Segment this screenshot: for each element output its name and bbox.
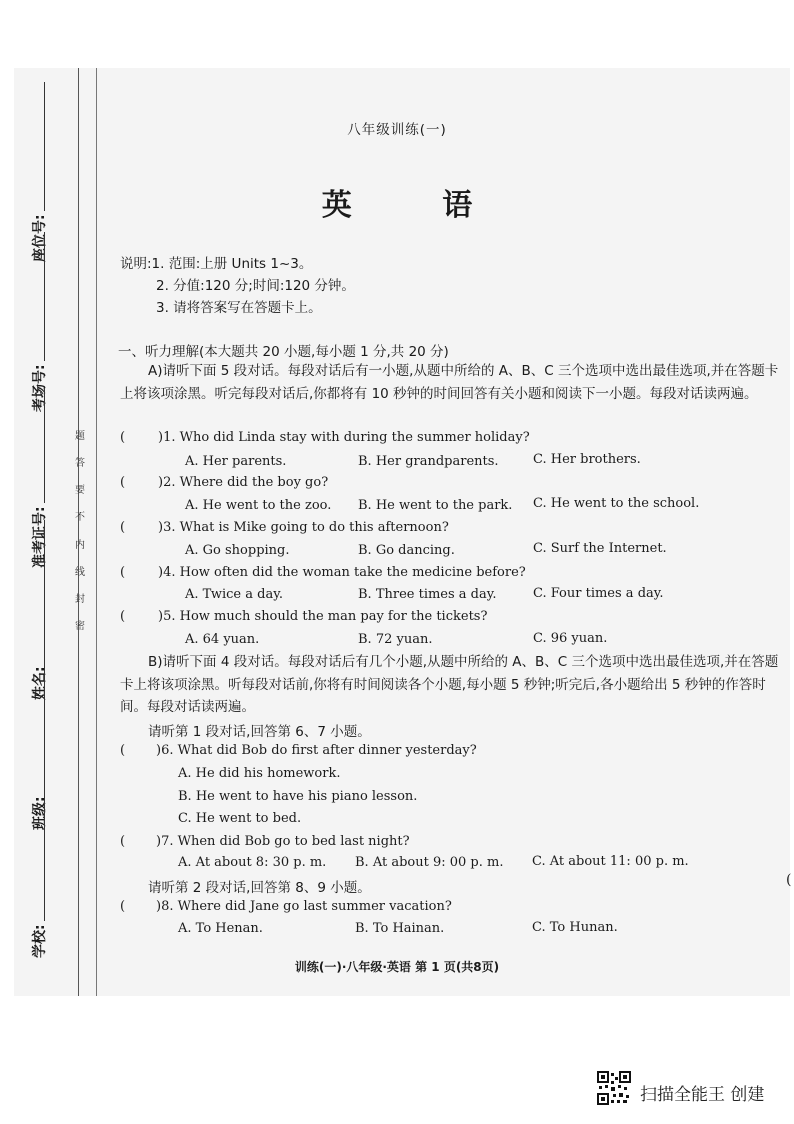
option-b: B. To Hainan. <box>355 921 445 936</box>
answer-paren: ( <box>120 520 126 535</box>
answer-paren: ( <box>120 565 126 580</box>
option-c: C. Her brothers. <box>533 452 641 467</box>
room-label: 考场号: <box>32 364 48 412</box>
exam-no-label: 准考证号: <box>32 506 48 568</box>
option-c: C. Surf the Internet. <box>533 541 667 556</box>
option-c: C. To Hunan. <box>532 920 618 935</box>
school-line <box>33 778 45 921</box>
option-c: C. He went to the school. <box>533 496 700 511</box>
seal-char: 题 <box>75 431 85 442</box>
seal-char: 封 <box>75 593 85 605</box>
question-stem: )7. When did Bob go to bed last night? <box>156 834 410 849</box>
option-b: B. Her grandparents. <box>358 454 499 469</box>
school-label: 学校: <box>32 924 48 958</box>
option-a: A. Her parents. <box>185 454 287 469</box>
seal-char: 不 <box>75 512 85 524</box>
option-c: C. He went to bed. <box>178 811 302 826</box>
part-a-text: A)请听下面 5 段对话。每段对话后有一小题,从题中所给的 A、B、C 三个选项中选出最佳选项,并在答题卡上将该项涂黑。听完每段对话后,你都将有 10 秒钟的时间回答有关小题和阅读下一小题。每段对话读两遍。 <box>120 363 779 402</box>
class-line <box>33 650 45 793</box>
note-2: 2. 分值:120 分;时间:120 分钟。 <box>156 278 355 294</box>
part-a-instructions <box>120 360 780 405</box>
scanner-watermark: 扫描全能王 创建 <box>640 1085 765 1105</box>
question-stem: )4. How often did the woman take the medicine before? <box>158 565 526 580</box>
seal-line-warning <box>72 432 88 632</box>
option-a: A. At about 8: 30 p. m. <box>178 855 327 870</box>
option-b: B. At about 9: 00 p. m. <box>355 855 504 870</box>
dialog-2-prompt: 请听第 2 段对话,回答第 8、9 小题。 <box>148 880 371 896</box>
seat-label: 座位号: <box>32 214 48 262</box>
option-b: B. Three times a day. <box>358 587 497 602</box>
section-heading: 一、听力理解(本大题共 20 小题,每小题 1 分,共 20 分) <box>118 344 449 360</box>
seal-char: 答 <box>75 458 85 470</box>
question-stem: )6. What did Bob do first after dinner yesterday? <box>156 743 477 758</box>
option-b: B. He went to the park. <box>358 498 513 513</box>
option-c: C. Four times a day. <box>533 586 664 601</box>
answer-paren: ( <box>120 834 126 849</box>
page-footer: 训练(一)·八年级·英语 第 1 页(共8页) <box>294 960 500 974</box>
question-stem: )8. Where did Jane go last summer vacation? <box>156 899 452 914</box>
question-stem: )1. Who did Linda stay with during the summer holiday? <box>158 430 530 445</box>
qr-code-icon <box>597 1071 631 1105</box>
seal-char: 密 <box>75 620 85 632</box>
question-stem: )5. How much should the man pay for the tickets? <box>158 609 488 624</box>
option-a: A. 64 yuan. <box>185 632 260 647</box>
exam-title: 八年级训练(一) <box>347 122 447 138</box>
question-stem: )2. Where did the boy go? <box>158 475 329 490</box>
exam-no-line <box>33 388 45 503</box>
answer-paren: ( <box>120 899 126 914</box>
exam-room-field <box>28 232 50 412</box>
answer-paren: ( <box>120 430 126 445</box>
seal-char: 要 <box>75 485 85 497</box>
option-c: C. 96 yuan. <box>533 631 608 646</box>
dialog-1-prompt: 请听第 1 段对话,回答第 6、7 小题。 <box>148 724 371 740</box>
seal-char: 内 <box>75 539 85 551</box>
name-label: 姓名: <box>32 666 48 700</box>
note-3: 3. 请将答案写在答题卡上。 <box>156 300 322 316</box>
name-line <box>33 520 45 663</box>
subject-title: 英 语 <box>321 188 513 223</box>
school-field <box>28 778 50 958</box>
option-a: A. Go shopping. <box>185 543 290 558</box>
option-a: A. Twice a day. <box>185 587 283 602</box>
option-a: A. To Henan. <box>178 921 263 936</box>
option-b: B. 72 yuan. <box>358 632 433 647</box>
question-stem: )3. What is Mike going to do this afternoon? <box>158 520 449 535</box>
part-b-text: B)请听下面 4 段对话。每段对话后有几个小题,从题中所给的 A、B、C 三个选项中选出最佳选项,并在答题卡上将该项涂黑。听每段对话前,你将有时间阅读各个小题,每小题 5 秒钟;听完后,各小题给出 5 秒钟的作答时间。每段对话读两遍。 <box>120 654 779 715</box>
option-c: C. At about 11: 00 p. m. <box>532 854 689 869</box>
option-b: B. Go dancing. <box>358 543 455 558</box>
class-label: 班级: <box>32 796 48 830</box>
answer-paren: ( <box>120 475 126 490</box>
option-a: A. He did his homework. <box>178 766 341 781</box>
cut-off-paren: ( <box>786 872 792 888</box>
note-1: 说明:1. 范围:上册 Units 1~3。 <box>120 256 313 272</box>
room-line <box>33 232 45 361</box>
part-b-instructions <box>120 651 780 719</box>
answer-paren: ( <box>120 609 126 624</box>
option-a: A. He went to the zoo. <box>185 498 332 513</box>
answer-paren: ( <box>120 743 126 758</box>
option-b: B. He went to have his piano lesson. <box>178 789 418 804</box>
seal-char: 线 <box>75 566 85 578</box>
